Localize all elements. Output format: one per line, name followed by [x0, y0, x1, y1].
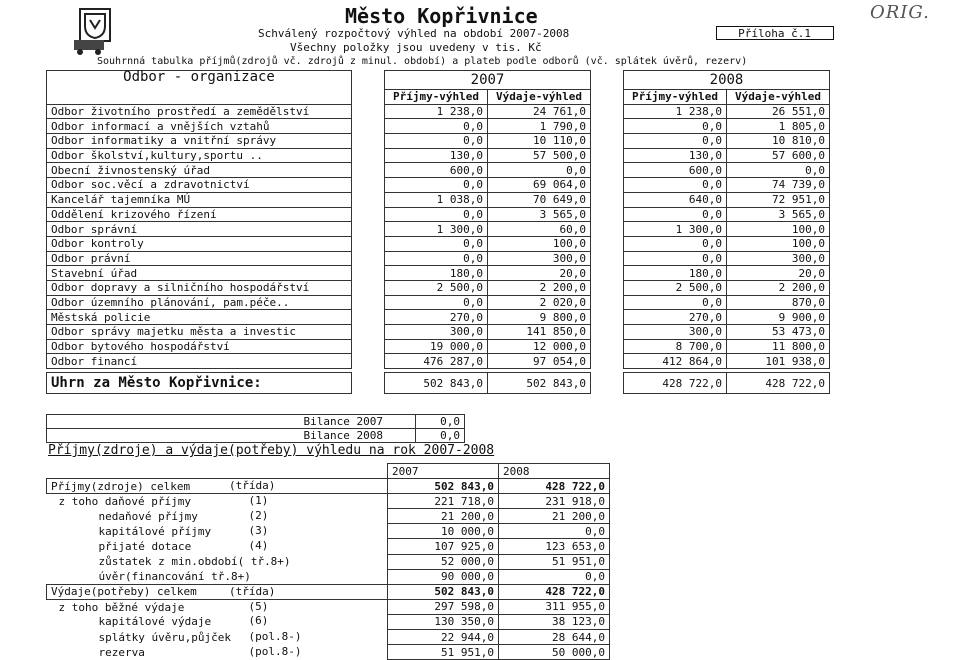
expense-2007-header: Výdaje-výhled [488, 90, 591, 105]
department-name: Odbor správy majetku města a investic [47, 325, 352, 340]
summary-value-2008: 123 653,0 [499, 539, 610, 554]
summary-row [47, 479, 610, 494]
balance-2008-value: 0,0 [416, 429, 465, 443]
summary-value-2008: 0,0 [499, 569, 610, 584]
expense-2007: 20,0 [488, 266, 591, 281]
summary-value-2007: 297 598,0 [388, 599, 499, 614]
appendix-label: Příloha č.1 [738, 27, 811, 40]
summary-value-2008: 38 123,0 [499, 614, 610, 629]
expense-2007: 10 110,0 [488, 134, 591, 149]
summary-code: (6) [248, 614, 269, 628]
table-row [47, 310, 830, 325]
summary-year-2008: 2008 [499, 464, 610, 479]
summary-label: přijaté dotace [98, 540, 192, 554]
balance-2007-value: 0,0 [416, 415, 465, 429]
summary-value-2007: 130 350,0 [388, 614, 499, 629]
expense-2007: 2 200,0 [488, 280, 591, 295]
income-2008: 412 864,0 [624, 354, 727, 369]
income-2008: 270,0 [624, 310, 727, 325]
table-description: Souhrnná tabulka příjmů(zdrojů vč. zdrojů z minul. období) a plateb podle odborů (vč. splátek úvěrů, rezerv) [97, 56, 748, 67]
income-2007: 180,0 [385, 266, 488, 281]
expense-2008: 100,0 [727, 236, 830, 251]
table-row [47, 280, 830, 295]
table-row [47, 178, 830, 193]
expense-2008: 20,0 [727, 266, 830, 281]
expense-2008: 74 739,0 [727, 178, 830, 193]
summary-value-2007: 52 000,0 [388, 554, 499, 569]
summary-value-2007: 221 718,0 [388, 494, 499, 509]
income-2008: 428 722,0 [624, 373, 727, 394]
department-name: Kancelář tajemníka MÚ [47, 192, 352, 207]
table-header-years [47, 71, 830, 90]
summary-value-2008: 311 955,0 [499, 599, 610, 614]
summary-code: (třída) [229, 479, 276, 493]
column-header-org-label: Odbor - organizace [123, 69, 275, 85]
expense-2007: 502 843,0 [488, 373, 591, 394]
summary-row [47, 539, 610, 554]
summary-row [47, 509, 610, 524]
document-subtitle: Schválený rozpočtový výhled na období 2007-2008 [258, 27, 570, 40]
summary-value-2008: 231 918,0 [499, 494, 610, 509]
summary-header-row [47, 464, 610, 479]
income-2008-header: Příjmy-výhled [624, 90, 727, 105]
department-name: Odbor financí [47, 354, 352, 369]
summary-row [47, 554, 610, 569]
department-name: Odbor životního prostředí a zemědělství [47, 104, 352, 119]
balance-row-2008 [47, 429, 465, 443]
income-2007: 0,0 [385, 207, 488, 222]
table-row [47, 222, 830, 237]
income-2008: 0,0 [624, 236, 727, 251]
summary-row [47, 645, 610, 660]
expense-2008: 2 200,0 [727, 280, 830, 295]
income-2007: 1 300,0 [385, 222, 488, 237]
summary-value-2008: 51 951,0 [499, 554, 610, 569]
department-name: Odbor informací a vnějších vztahů [47, 119, 352, 134]
income-2008: 0,0 [624, 178, 727, 193]
summary-label: kapitálové příjmy [98, 524, 212, 538]
expense-2007: 24 761,0 [488, 104, 591, 119]
table-row [47, 207, 830, 222]
department-table [46, 70, 830, 394]
summary-value-2007: 107 925,0 [388, 539, 499, 554]
department-name: Odbor správní [47, 222, 352, 237]
table-row [47, 266, 830, 281]
balance-row-2007 [47, 415, 465, 429]
income-2007: 0,0 [385, 178, 488, 193]
table-row [47, 295, 830, 310]
department-name: Odbor územního plánování, pam.péče.. [47, 295, 352, 310]
expense-2007: 69 064,0 [488, 178, 591, 193]
car-logo-icon [70, 36, 110, 56]
summary-row [47, 614, 610, 629]
year-2008-header: 2008 [624, 71, 830, 90]
appendix-box [716, 26, 834, 40]
expense-2007: 300,0 [488, 251, 591, 266]
expense-2008: 26 551,0 [727, 104, 830, 119]
income-2008: 0,0 [624, 207, 727, 222]
expense-2007: 141 850,0 [488, 325, 591, 340]
expense-2007: 9 800,0 [488, 310, 591, 325]
expense-2008: 100,0 [727, 222, 830, 237]
summary-row [47, 584, 610, 599]
table-row [47, 163, 830, 178]
summary-label: kapitálové výdaje [98, 615, 212, 629]
expense-2007: 97 054,0 [488, 354, 591, 369]
income-2007: 476 287,0 [385, 354, 488, 369]
expense-2007: 3 565,0 [488, 207, 591, 222]
summary-title: Příjmy(zdroje) a výdaje(potřeby) výhledu na rok 2007-2008 [48, 443, 495, 458]
expense-2007: 0,0 [488, 163, 591, 178]
income-2007: 1 238,0 [385, 104, 488, 119]
income-2008: 8 700,0 [624, 339, 727, 354]
expense-2008: 57 600,0 [727, 148, 830, 163]
income-2007: 502 843,0 [385, 373, 488, 394]
table-row [47, 325, 830, 340]
summary-value-2007: 502 843,0 [388, 584, 499, 599]
income-2008: 600,0 [624, 163, 727, 178]
table-row [47, 134, 830, 149]
summary-code: (třída) [229, 584, 276, 598]
summary-label: rezerva [98, 645, 145, 659]
summary-row [47, 524, 610, 539]
summary-value-2007: 90 000,0 [388, 569, 499, 584]
summary-code: (pol.8-) [248, 629, 302, 643]
department-name: Odbor školství,kultury,sportu .. [47, 148, 352, 163]
expense-2007: 70 649,0 [488, 192, 591, 207]
expense-2008: 101 938,0 [727, 354, 830, 369]
expense-2008-header: Výdaje-výhled [727, 90, 830, 105]
city-title: Město Kopřivnice [345, 4, 538, 28]
table-row [47, 339, 830, 354]
balance-table [46, 414, 465, 443]
income-2007: 600,0 [385, 163, 488, 178]
summary-value-2007: 502 843,0 [388, 479, 499, 494]
income-2008: 1 238,0 [624, 104, 727, 119]
expense-2008: 300,0 [727, 251, 830, 266]
income-2007-header: Příjmy-výhled [385, 90, 488, 105]
expense-2007: 60,0 [488, 222, 591, 237]
table-row [47, 251, 830, 266]
balance-2007-label: Bilance 2007 [47, 415, 416, 429]
department-name: Městská policie [47, 310, 352, 325]
summary-value-2007: 22 944,0 [388, 630, 499, 645]
summary-label: Výdaje(potřeby) celkem [51, 585, 197, 599]
expense-2007: 2 020,0 [488, 295, 591, 310]
summary-row [47, 630, 610, 645]
summary-code: (1) [248, 494, 269, 508]
income-2007: 270,0 [385, 310, 488, 325]
income-2007: 1 038,0 [385, 192, 488, 207]
department-name: Odbor informatiky a vnitřní správy [47, 134, 352, 149]
income-2008: 640,0 [624, 192, 727, 207]
income-2007: 0,0 [385, 134, 488, 149]
department-name: Odbor soc.věcí a zdravotnictví [47, 178, 352, 193]
summary-value-2008: 428 722,0 [499, 584, 610, 599]
summary-table [46, 463, 610, 660]
department-name: Odbor dopravy a silničního hospodářství [47, 280, 352, 295]
table-row [47, 104, 830, 119]
summary-code: (4) [248, 538, 269, 552]
department-name: Odbor právní [47, 251, 352, 266]
summary-label: zůstatek z min.období( tř.8+) [98, 555, 291, 569]
expense-2007: 57 500,0 [488, 148, 591, 163]
income-2007: 0,0 [385, 295, 488, 310]
income-2008: 0,0 [624, 134, 727, 149]
summary-label: z toho daňové příjmy [58, 494, 191, 508]
column-header-org [47, 71, 352, 105]
summary-value-2008: 0,0 [499, 524, 610, 539]
summary-value-2007: 10 000,0 [388, 524, 499, 539]
department-name: Odbor bytového hospodářství [47, 339, 352, 354]
balance-2008-label: Bilance 2008 [47, 429, 416, 443]
summary-label: splátky úvěru,půjček [98, 630, 231, 644]
expense-2008: 10 810,0 [727, 134, 830, 149]
summary-value-2007: 51 951,0 [388, 645, 499, 660]
summary-label: z toho běžné výdaje [58, 600, 185, 614]
expense-2008: 870,0 [727, 295, 830, 310]
department-name: Oddělení krizového řízení [47, 207, 352, 222]
summary-value-2008: 21 200,0 [499, 509, 610, 524]
expense-2008: 72 951,0 [727, 192, 830, 207]
income-2007: 0,0 [385, 251, 488, 266]
summary-code: (5) [248, 599, 269, 613]
total-row [47, 373, 830, 394]
expense-2008: 9 900,0 [727, 310, 830, 325]
income-2008: 0,0 [624, 119, 727, 134]
expense-2008: 3 565,0 [727, 207, 830, 222]
summary-code: (pol.8-) [248, 644, 302, 658]
income-2008: 180,0 [624, 266, 727, 281]
expense-2008: 1 805,0 [727, 119, 830, 134]
income-2007: 2 500,0 [385, 280, 488, 295]
summary-value-2008: 50 000,0 [499, 645, 610, 660]
summary-row [47, 494, 610, 509]
income-2008: 130,0 [624, 148, 727, 163]
income-2007: 19 000,0 [385, 339, 488, 354]
expense-2007: 12 000,0 [488, 339, 591, 354]
table-row [47, 148, 830, 163]
summary-year-2007: 2007 [388, 464, 499, 479]
table-row [47, 119, 830, 134]
department-name: Stavební úřad [47, 266, 352, 281]
department-name: Odbor kontroly [47, 236, 352, 251]
summary-label: Příjmy(zdroje) celkem [51, 479, 191, 493]
summary-row [47, 569, 610, 584]
income-2007: 130,0 [385, 148, 488, 163]
income-2007: 0,0 [385, 119, 488, 134]
summary-label: úvěr(financování tř.8+) [98, 569, 251, 583]
handwritten-note: ORIG. [870, 2, 930, 23]
units-note: Všechny položky jsou uvedeny v tis. Kč [290, 41, 542, 54]
income-2007: 0,0 [385, 236, 488, 251]
department-name: Uhrn za Město Kopřivnice: [47, 373, 352, 394]
summary-row [47, 599, 610, 614]
expense-2007: 100,0 [488, 236, 591, 251]
income-2008: 1 300,0 [624, 222, 727, 237]
department-name: Obecní živnostenský úřad [47, 163, 352, 178]
income-2008: 0,0 [624, 251, 727, 266]
summary-value-2008: 28 644,0 [499, 630, 610, 645]
income-2008: 2 500,0 [624, 280, 727, 295]
summary-label: nedaňové příjmy [98, 509, 198, 523]
summary-value-2007: 21 200,0 [388, 509, 499, 524]
summary-code: (3) [248, 523, 269, 537]
income-2008: 300,0 [624, 325, 727, 340]
expense-2007: 1 790,0 [488, 119, 591, 134]
summary-code: (2) [248, 508, 269, 522]
table-row [47, 236, 830, 251]
summary-value-2008: 428 722,0 [499, 479, 610, 494]
year-2007-header: 2007 [385, 71, 591, 90]
table-row [47, 192, 830, 207]
table-row [47, 354, 830, 369]
expense-2008: 53 473,0 [727, 325, 830, 340]
expense-2008: 428 722,0 [727, 373, 830, 394]
expense-2008: 11 800,0 [727, 339, 830, 354]
income-2007: 300,0 [385, 325, 488, 340]
income-2008: 0,0 [624, 295, 727, 310]
expense-2008: 0,0 [727, 163, 830, 178]
